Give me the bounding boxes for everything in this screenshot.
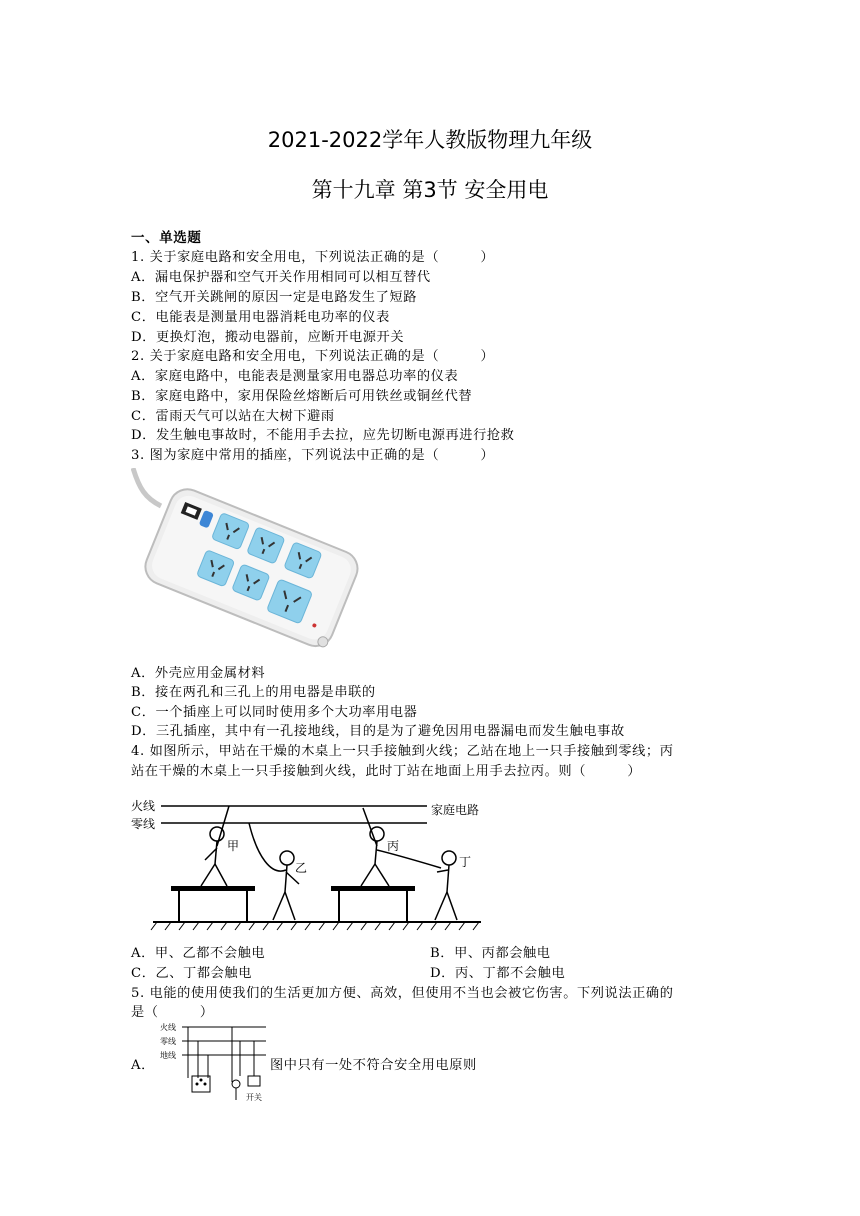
- q2-option-d: D．发生触电事故时，不能用手去拉，应先切断电源再进行抢救: [131, 428, 515, 443]
- q5-stem-line1: 5. 电能的使用使我们的生活更加方便、高效，但使用不当也会被它伤害。下列说法正确的: [131, 986, 674, 1001]
- fig-person-jia: 甲: [227, 839, 240, 853]
- fig-live-label: 火线: [131, 799, 156, 813]
- fig-neutral-label: 零线: [131, 817, 156, 831]
- q5-wiring-figure: [156, 1020, 268, 1104]
- q4-option-c: C．乙、丁都会触电: [131, 966, 252, 981]
- q3-option-b: B．接在两孔和三孔上的用电器是串联的: [131, 685, 376, 700]
- q4-stem-line1: 4. 如图所示，甲站在干燥的木桌上一只手接触到火线；乙站在地上一只手接触到零线；丙: [131, 744, 674, 759]
- q5-option-a-text: 图中只有一处不符合安全用电原则: [270, 1058, 477, 1073]
- q3-option-d: D．三孔插座，其中有一孔接地线，目的是为了避免因用电器漏电而发生触电事故: [131, 724, 625, 739]
- q4-stem-line2: 站在干燥的木桌上一只手接触到火线，此时丁站在地面上用手去拉丙。则（ ）: [131, 764, 642, 779]
- fig-person-bing: 丙: [387, 839, 400, 853]
- q5-option-a-label: A．: [131, 1058, 155, 1073]
- fig-circuit-label: 家庭电路: [431, 803, 480, 817]
- fig-person-ding: 丁: [459, 855, 472, 869]
- doc-title: 2021-2022学年人教版物理九年级: [267, 128, 593, 152]
- q1-option-b: B．空气开关跳闸的原因一定是电路发生了短路: [131, 290, 418, 305]
- q1-option-a: A．漏电保护器和空气开关作用相同可以相互替代: [131, 270, 431, 285]
- fig5-switch-label: 开关: [246, 1093, 262, 1102]
- doc-subtitle: 第十九章 第3节 安全用电: [311, 178, 549, 202]
- q4-circuit-figure: [131, 796, 491, 932]
- section-heading: 一、单选题: [131, 230, 202, 246]
- q4-option-b: B．甲、丙都会触电: [430, 946, 551, 961]
- fig5-live-label: 火线: [160, 1023, 176, 1032]
- q4-option-a: A．甲、乙都不会触电: [131, 946, 266, 961]
- q1-option-c: C．电能表是测量用电器消耗电功率的仪表: [131, 310, 390, 325]
- fig5-ground-label: 地线: [160, 1051, 176, 1060]
- q2-option-c: C．雷雨天气可以站在大树下避雨: [131, 409, 335, 424]
- power-strip-image: [131, 468, 363, 664]
- fig5-neutral-label: 零线: [160, 1037, 176, 1046]
- q2-option-b: B．家庭电路中，家用保险丝熔断后可用铁丝或铜丝代替: [131, 389, 473, 404]
- q1-option-d: D．更换灯泡，搬动电器前，应断开电源开关: [131, 330, 405, 345]
- fig-person-yi: 乙: [295, 861, 308, 875]
- q5-stem-line2: 是（ ）: [131, 1005, 214, 1020]
- q3-option-c: C．一个插座上可以同时使用多个大功率用电器: [131, 705, 418, 720]
- q3-option-a: A．外壳应用金属材料: [131, 666, 266, 681]
- q3-stem: 3. 图为家庭中常用的插座，下列说法中正确的是（ ）: [131, 448, 495, 463]
- q1-stem: 1. 关于家庭电路和安全用电，下列说法正确的是（ ）: [131, 250, 495, 265]
- q2-option-a: A．家庭电路中，电能表是测量家用电器总功率的仪表: [131, 369, 459, 384]
- q4-option-d: D．丙、丁都不会触电: [430, 966, 566, 981]
- q2-stem: 2. 关于家庭电路和安全用电，下列说法正确的是（ ）: [131, 349, 495, 364]
